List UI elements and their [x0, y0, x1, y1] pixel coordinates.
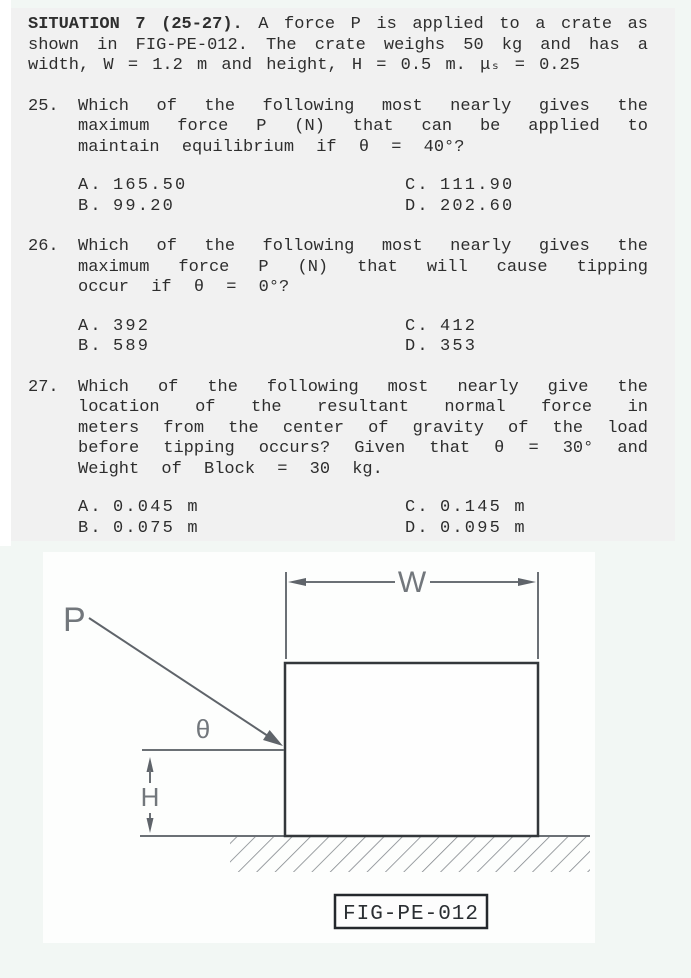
question-text: Which of the following most nearly give the location of the resultant normal force in meters from the center of gravity of the load before tipping occurs? Given that θ = 30° and Weight of Block = 30 kg.: [78, 377, 648, 479]
option-c: [405, 176, 648, 197]
figure-panel: [43, 552, 595, 943]
p-force-arrowhead-icon: [263, 730, 283, 746]
options-grid: [78, 498, 648, 539]
options-grid: [78, 317, 648, 358]
force-p-label: P: [63, 601, 86, 639]
option-label: B.: [78, 337, 103, 356]
options-grid: [78, 176, 648, 217]
up-arrow-icon: [147, 757, 154, 772]
situation-text: A force P is applied to a crate as shown in FIG-PE-012. The crate weighs 50 kg and has a width, W = 1.2 m and height, H = 0.5 m. μₛ = 0.25: [28, 15, 648, 75]
left-arrow-icon: [288, 578, 306, 586]
option-label: D.: [405, 337, 430, 356]
down-arrow-icon: [147, 818, 154, 833]
option-value: 0.075 m: [113, 518, 200, 538]
option-d: [405, 337, 648, 358]
option-c: [405, 317, 648, 338]
option-a: [78, 317, 405, 338]
option-a: [78, 176, 405, 197]
height-dimension-label: H: [140, 782, 160, 812]
right-arrow-icon: [518, 578, 536, 586]
option-d: [405, 197, 648, 218]
option-label: D.: [405, 196, 430, 216]
option-label: C.: [405, 498, 430, 517]
question-27: [28, 378, 648, 540]
option-value: 412: [440, 316, 478, 336]
option-label: D.: [405, 518, 430, 538]
question-26: [28, 237, 648, 358]
option-label: B.: [78, 196, 103, 216]
option-label: C.: [405, 316, 430, 336]
option-label: C.: [405, 176, 430, 195]
option-value: 353: [440, 337, 478, 356]
option-value: 202.60: [440, 196, 515, 216]
option-value: 99.20: [113, 196, 176, 216]
option-label: A.: [78, 176, 103, 195]
question-number: 26.: [28, 237, 59, 256]
option-label: A.: [78, 498, 103, 517]
theta-angle-label: θ: [195, 714, 211, 744]
situation-title: SITUATION 7 (25-27).: [28, 15, 243, 34]
option-value: 111.90: [440, 176, 515, 195]
p-force-arrow-shaft: [89, 618, 271, 738]
page-left-margin: [0, 0, 11, 546]
option-label: A.: [78, 316, 103, 336]
width-dimension-label: W: [397, 566, 427, 599]
option-value: 392: [113, 316, 151, 336]
situation-header: [28, 15, 648, 77]
option-b: [78, 197, 405, 218]
option-value: 0.145 m: [440, 498, 527, 517]
option-c: [405, 498, 648, 519]
crate-rect: [285, 663, 538, 836]
option-d: [405, 519, 648, 540]
ground-hatching: [230, 837, 590, 872]
option-value: 0.095 m: [440, 518, 527, 538]
option-b: [78, 519, 405, 540]
option-b: [78, 337, 405, 358]
option-value: 165.50: [113, 176, 188, 195]
question-25: [28, 97, 648, 218]
question-text: Which of the following most nearly gives the maximum force P (N) that will cause tipping occur if θ = 0°?: [78, 237, 648, 297]
option-value: 589: [113, 337, 151, 356]
question-number: 25.: [28, 96, 59, 116]
document-panel: [11, 8, 675, 541]
figure-caption: FIG-PE-012: [342, 903, 480, 926]
question-number: 27.: [28, 377, 59, 397]
crate-diagram: [43, 552, 595, 943]
option-label: B.: [78, 518, 103, 538]
question-text: Which of the following most nearly gives the maximum force P (N) that can be applied to maintain equilibrium if θ = 40°?: [78, 96, 648, 157]
option-a: [78, 498, 405, 519]
option-value: 0.045 m: [113, 498, 200, 517]
